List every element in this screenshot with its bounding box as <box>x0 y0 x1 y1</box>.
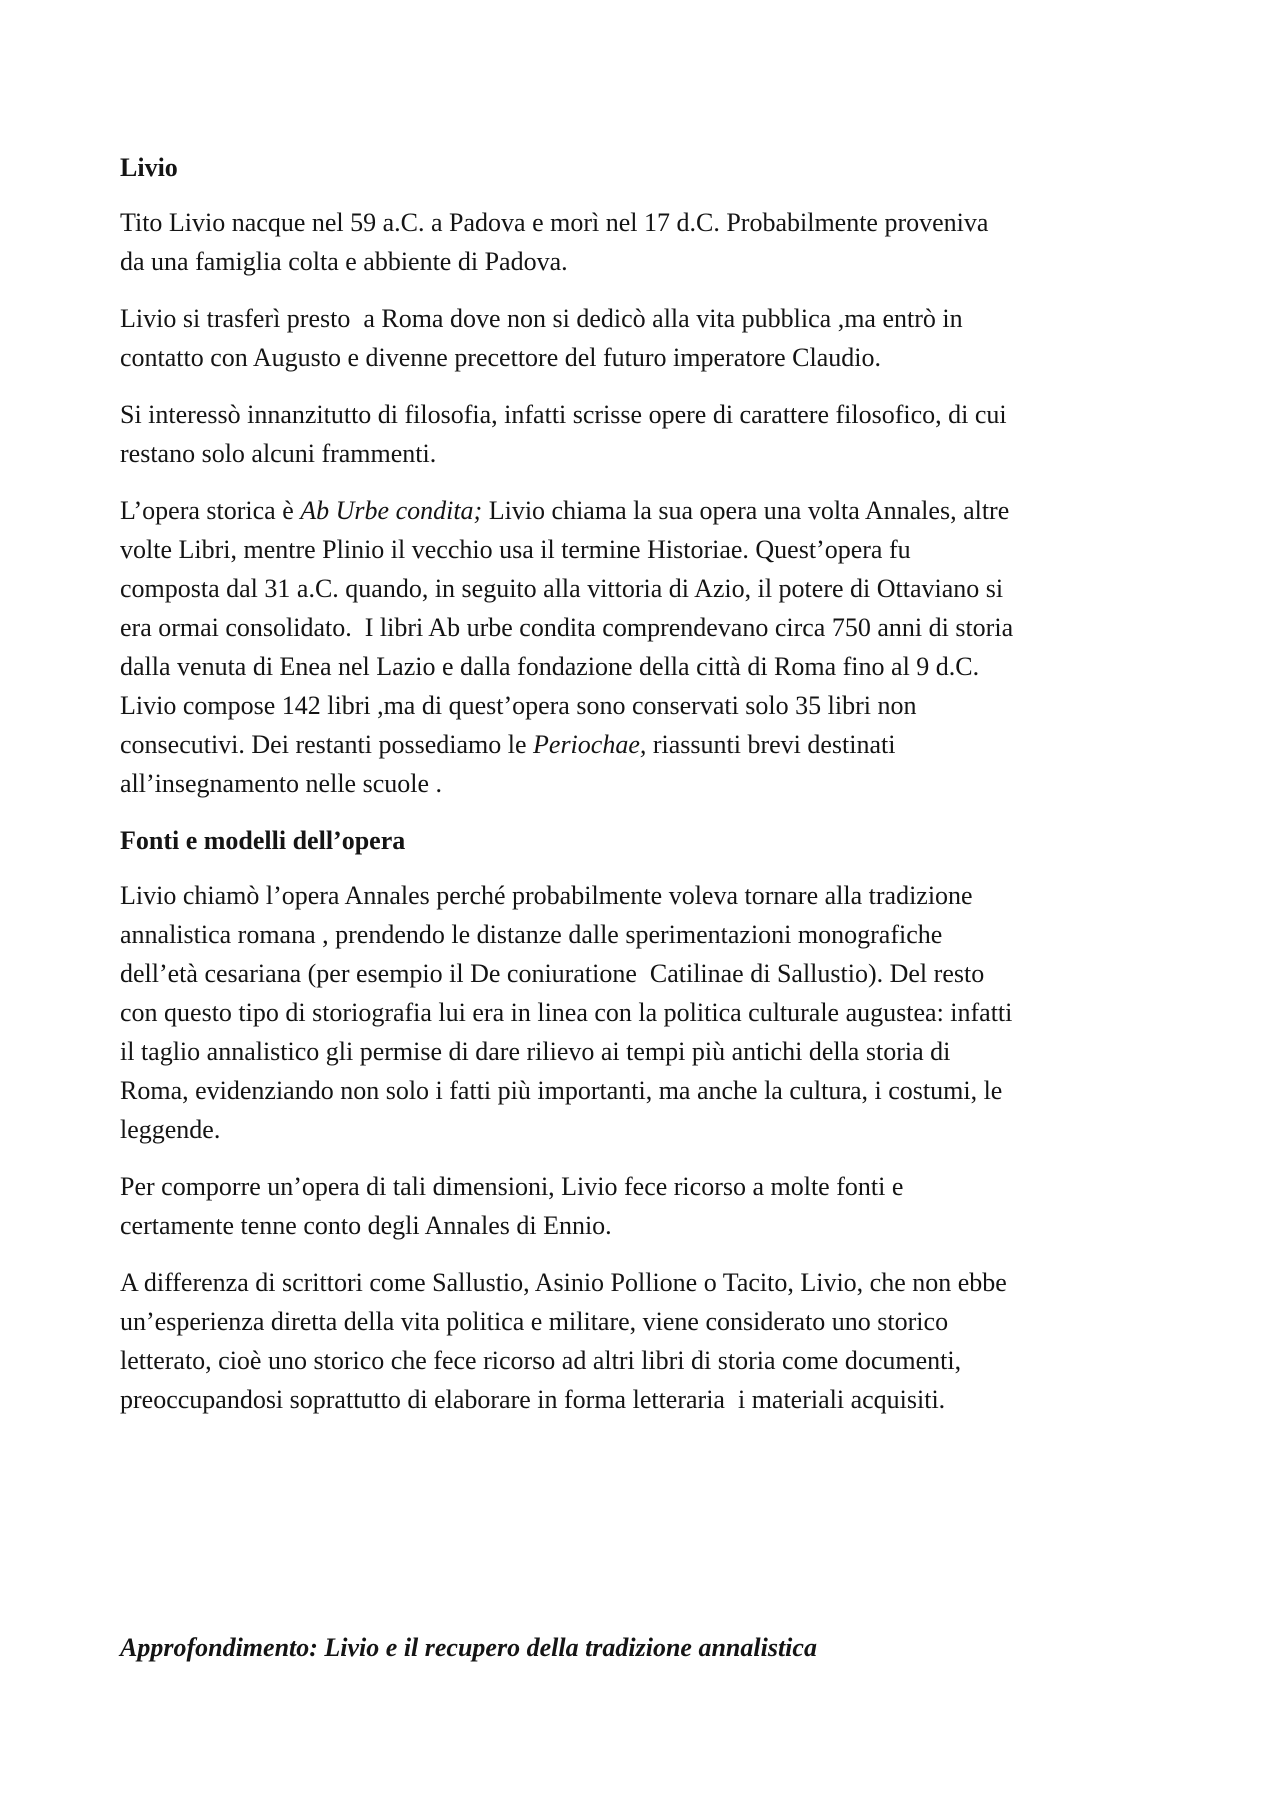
text-line: preoccupandosi soprattutto di elaborare in forma letteraria i materiali acquisiti. <box>120 1385 946 1414</box>
text-segment: Livio chiama la sua opera una volta Annales, altre <box>482 496 1010 525</box>
document-page <box>120 148 1180 1437</box>
text-line: Tito Livio nacque nel 59 a.C. a Padova e morì nel 17 d.C. Probabilmente proveniva <box>120 208 989 237</box>
page-title: Livio <box>120 153 178 182</box>
text-line: Livio chiamò l’opera Annales perché probabilmente voleva tornare alla tradizione <box>120 881 973 910</box>
text-line: Roma, evidenziando non solo i fatti più importanti, ma anche la cultura, i costumi, le <box>120 1076 1003 1105</box>
text-segment: riassunti brevi destinati <box>646 730 896 759</box>
text-segment: consecutivi. Dei restanti possediamo le <box>120 730 534 759</box>
text-line <box>120 491 1180 530</box>
text-line: letterato, cioè uno storico che fece ricorso ad altri libri di storia come documenti, <box>120 1346 962 1375</box>
text-line: all’insegnamento nelle scuole . <box>120 769 443 798</box>
text-line: dalla venuta di Enea nel Lazio e dalla fondazione della città di Roma fino al 9 d.C. <box>120 652 980 681</box>
text-line: Livio si trasferì presto a Roma dove non si dedicò alla vita pubblica ,ma entrò in <box>120 304 963 333</box>
text-line: restano solo alcuni frammenti. <box>120 439 437 468</box>
section-heading-fonti: Fonti e modelli dell’opera <box>120 826 406 855</box>
paragraph-fonti <box>120 1167 1180 1245</box>
paragraph-storico-letterato <box>120 1263 1180 1419</box>
paragraph-rome <box>120 299 1180 377</box>
paragraph-annales <box>120 876 1180 1149</box>
paragraph-philosophy <box>120 395 1180 473</box>
paragraph-ab-urbe-condita <box>120 491 1180 803</box>
text-line: dell’età cesariana (per esempio il De coniuratione Catilinae di Sallustio). Del resto <box>120 959 985 988</box>
work-title-ab-urbe-condita: Ab Urbe condita; <box>300 496 483 525</box>
text-line: leggende. <box>120 1115 221 1144</box>
text-line: certamente tenne conto degli Annales di Ennio. <box>120 1211 612 1240</box>
text-line: composta dal 31 a.C. quando, in seguito alla vittoria di Azio, il potere di Ottaviano si <box>120 574 1004 603</box>
text-line: volte Libri, mentre Plinio il vecchio usa il termine Historiae. Quest’opera fu <box>120 535 911 564</box>
text-line: da una famiglia colta e abbiente di Padova. <box>120 247 568 276</box>
text-line: il taglio annalistico gli permise di dare rilievo ai tempi più antichi della storia di <box>120 1037 951 1066</box>
approfondimento-heading: Approfondimento: Livio e il recupero della tradizione annalistica <box>120 1633 817 1662</box>
text-line: un’esperienza diretta della vita politica e militare, viene considerato uno storico <box>120 1307 949 1336</box>
text-segment: L’opera storica è <box>120 496 301 525</box>
text-line: con questo tipo di storiografia lui era in linea con la politica culturale augustea: infatti <box>120 998 1013 1027</box>
text-line: A differenza di scrittori come Sallustio, Asinio Pollione o Tacito, Livio, che non ebbe <box>120 1268 1007 1297</box>
text-line <box>120 725 1180 764</box>
text-line: annalistica romana , prendendo le distanze dalle sperimentazioni monografiche <box>120 920 943 949</box>
text-line: Si interessò innanzitutto di filosofia, infatti scrisse opere di carattere filosofico, di cui <box>120 400 1007 429</box>
paragraph-biography <box>120 203 1180 281</box>
text-line: Livio compose 142 libri ,ma di quest’opera sono conservati solo 35 libri non <box>120 691 917 720</box>
work-title-periochae: Periochae, <box>533 730 647 759</box>
text-line: era ormai consolidato. I libri Ab urbe condita comprendevano circa 750 anni di storia <box>120 613 1014 642</box>
text-line: Per comporre un’opera di tali dimensioni, Livio fece ricorso a molte fonti e <box>120 1172 904 1201</box>
text-line: contatto con Augusto e divenne precettore del futuro imperatore Claudio. <box>120 343 881 372</box>
